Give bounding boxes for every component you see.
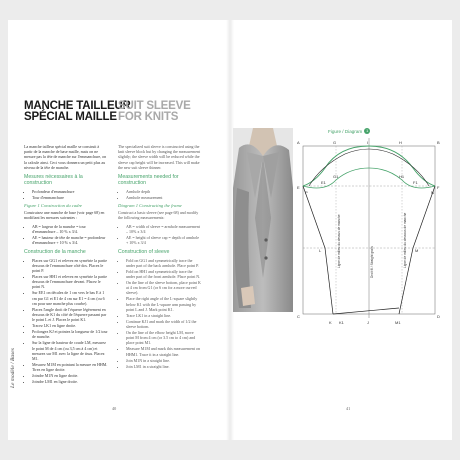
left-vertical-label: Ligne de milieu du dessus de manche	[337, 214, 341, 268]
list-item: • Prolongez KJ et pointez la longueur de 1/2 tour de manche.	[32, 329, 108, 339]
list-item: • Join LM1 in a straight line.	[126, 364, 202, 369]
list-item: • Measure M1M and mark this measurement on HHM1. Trace it in a straight line.	[126, 346, 202, 356]
point-label: B	[437, 140, 440, 145]
list-item: • Tour d'emmanchure	[32, 195, 108, 200]
point-label: F1	[413, 180, 418, 185]
point-label: F	[437, 185, 440, 190]
point-label: E1	[321, 180, 326, 185]
english-intro: The specialized suit sleeve is constructed using the knit sleeve block but by changing the measurement slightly; the sleeve width will be reduced while the sleeve cap height will be increased. This will make the new suit sleeve thinner.	[118, 144, 201, 170]
sleeve-side-front	[303, 186, 333, 314]
point-label: H	[399, 140, 402, 145]
list-item: • Profondeur d'emmanchure	[32, 189, 108, 194]
heading-french-line1: MANCHE TAILLEUR	[24, 100, 131, 112]
french-frame-list	[24, 224, 108, 246]
point-label: A	[297, 140, 300, 145]
model-photo-illustration	[233, 128, 293, 312]
point-label: K	[329, 320, 332, 325]
list-item: • Joindre LM1 en ligne droite.	[32, 379, 108, 384]
figure-label-text: Figure / Diagram	[328, 128, 363, 134]
point-label: N	[431, 190, 434, 195]
running-side-title: Le modèle / Bases	[10, 348, 16, 388]
english-frame-intro: Construct a basic sleeve (see page 68) and modify the following measurements:	[118, 210, 199, 221]
point-label: J	[367, 320, 369, 325]
sleeve-hem	[333, 308, 399, 314]
english-frame-figure-title: Diagram 1 Constructing the frame	[118, 203, 182, 209]
sleeve-pattern-diagram	[295, 128, 449, 334]
french-construct-list	[24, 258, 108, 385]
point-label: P	[305, 190, 308, 195]
list-item: • Fold on GG1 and symmetrically trace the under part of the back armhole. Place point P.	[126, 258, 202, 268]
list-item: • Trace LK1 in a straight line.	[126, 313, 202, 318]
point-label: K1	[339, 320, 344, 325]
point-label: H1	[399, 174, 405, 179]
heading-english-line2: FOR KNITS	[118, 111, 179, 123]
list-item: • Fold on HH1 and symmetrically trace the under part of the front armhole. Place point N.	[126, 269, 202, 279]
page-number-right: 41	[346, 406, 351, 411]
list-item: • Armhole depth	[126, 189, 202, 194]
list-item: • Placez sur HH1 et relevez en symétrie la partie dessous de l'emmanchure devant. Placez le point N.	[32, 274, 108, 290]
french-needs-list	[24, 189, 108, 200]
list-item: • AE = height of sleeve cap = depth of armhole + 10% x 3/4	[126, 235, 202, 245]
french-needs-title: Mesures nécessaires à la construction	[24, 174, 83, 187]
list-item: • Join M1N in a straight line.	[126, 358, 202, 363]
point-label: M1	[395, 320, 401, 325]
heading-french-line2: SPÉCIAL MAILLE	[24, 111, 117, 123]
english-construct-list	[118, 258, 202, 369]
sleeve-pattern-svg	[295, 128, 449, 334]
point-label: M	[415, 248, 419, 253]
french-frame-intro: Construisez une manche de base (voir page 68) en modifiant les mesures suivantes :	[24, 210, 105, 221]
point-label: C	[297, 314, 300, 319]
list-item: • Joindre M1N en ligne droite.	[32, 373, 108, 378]
page-number-left: 40	[112, 406, 117, 411]
english-needs-list	[118, 189, 202, 200]
english-construct-title: Construction of sleeve	[118, 249, 170, 256]
list-item: • AB = largeur de la manche = tour d'emmanchure – 10 % x 3/4.	[32, 224, 108, 234]
list-item: • Placez sur GG1 et relevez en symétrie la partie dessous de l'emmanchure côté dos. Placez le point P.	[32, 258, 108, 274]
point-label: I	[367, 140, 369, 145]
list-item: • Placez l'angle droit de l'équerre légèrement en dessous de K1 du côté de l'équerre passant par le point L et J. Placez le point K1.	[32, 307, 108, 323]
english-needs-title: Measurements needed for construction	[118, 174, 179, 187]
french-construct-title: Construction de la manche	[24, 249, 86, 256]
heading-english-line1: SUIT SLEEVE	[118, 100, 191, 112]
center-vertical-label: Droit fil / Straight grain	[370, 246, 374, 278]
list-item: • AB = width of sleeve = armhole measurement – 10% x 3/4	[126, 224, 202, 234]
point-label: E	[297, 185, 300, 190]
list-item: • Place the right angle of the L-square slightly below K1 with the L-square arm passing by point L and J. Mark point K1.	[126, 296, 202, 312]
french-intro: La manche tailleur spécial maille se construit à partir de la manche de base maille, mais on ne mesure pas la tête de manche sur l'emmanchure, on la calcule ainsi. Ceci vous donnera un petit plus au niveau de la tête de manche.	[24, 144, 107, 170]
list-item: • Mesurez M1M en pointant la mesure en HHM. Tirez en ligne droite.	[32, 362, 108, 372]
point-label: L	[319, 248, 322, 253]
point-label: D	[437, 314, 440, 319]
list-item: • On the line of the elbow height LM, move point M from 4 cm (or 3.5 cm to 4 cm) and place point M1.	[126, 330, 202, 346]
heading-french	[24, 101, 131, 123]
list-item: • Sur la ligne de hauteur de coude LM, mesurez le point M de 4 cm (ou 3,5 cm à 4 cm) et mesurez sur M1 avec la ligne de tissu. Placez M1.	[32, 340, 108, 361]
french-frame-figure-title: Figure 1 Construction du cadre	[24, 203, 83, 209]
right-vertical-label: Ligne de milieu du dessous de manche	[403, 212, 407, 268]
list-item: • Continue KJ1 and mark the width of 1/2 the sleeve bottom.	[126, 319, 202, 329]
french-column	[24, 144, 108, 388]
point-label: G1	[333, 174, 339, 179]
list-item: • Sur EE1 on décalez de 1 cm vers le bas E à 1 cm par G1 et E1 de 4 cm sur E1 = 4 cm (ou 6 cm pour une manche plus courbe).	[32, 290, 108, 306]
list-item: • AE = hauteur de tête de manche = profondeur d'emmanchure + 10 % x 3/4.	[32, 235, 108, 245]
english-column	[118, 144, 202, 372]
list-item: • Armhole measurement	[126, 195, 202, 200]
english-frame-list	[118, 224, 202, 246]
model-photo	[233, 128, 293, 312]
heading-english	[118, 101, 191, 123]
figure-number-badge: 1	[366, 128, 369, 133]
list-item: • Tracez LK1 en ligne droite.	[32, 323, 108, 328]
list-item: • On the line of the sleeve bottom, place point K at 4 cm from G1 (or 6 cm for a more curved sleeve).	[126, 280, 202, 296]
point-label: G	[333, 140, 337, 145]
